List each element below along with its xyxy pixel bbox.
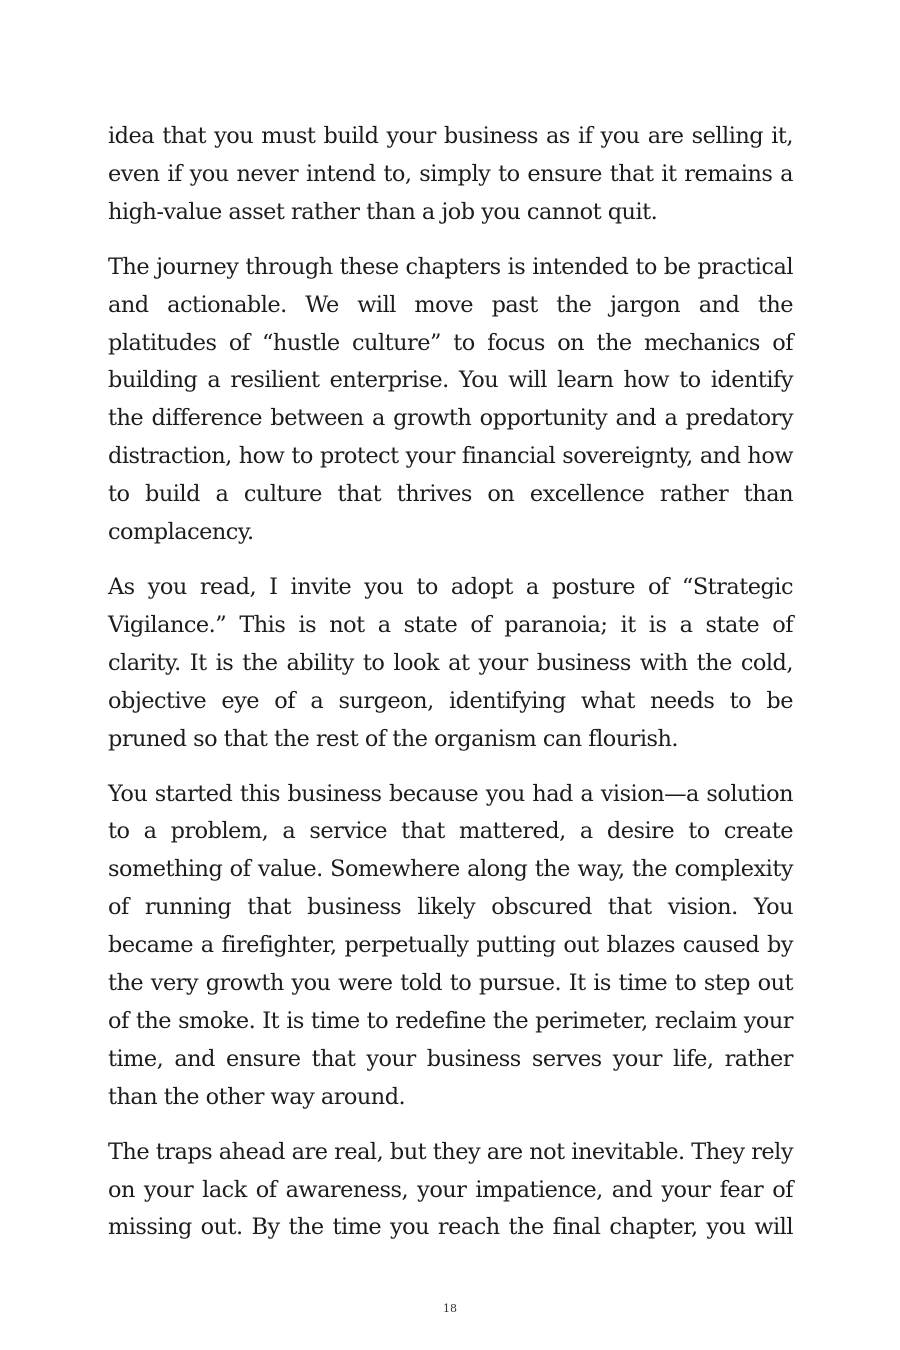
paragraph: The journey through these chapters is intended to be practical and actionable. We will move past the jargon and the platitudes of “hustle culture” to focus on the mechanics of building a resilient enterprise. You will learn how to identify the difference between a growth opportunity and a predatory distraction, how to protect your financial sovereignty, and how to build a culture that thrives on excellence rather than complacency. xyxy=(108,253,793,546)
page-number: 18 xyxy=(443,1302,457,1315)
body-text xyxy=(108,118,793,1264)
paragraph: You started this business because you had a vision—a solution to a problem, a service that mattered, a desire to create something of value. Somewhere along the way, the complexity of running that business likely obscured that vision. You became a firefighter, perpetually putting out blazes caused by the very growth you were told to pursue. It is time to step out of the smoke. It is time to redefine the perimeter, reclaim your time, and ensure that your business serves your life, rather than the other way around. xyxy=(108,780,793,1110)
paragraph: idea that you must build your business as if you are selling it, even if you never intend to, simply to ensure that it remains a high-value asset rather than a job you cannot quit. xyxy=(108,123,793,225)
paragraph: As you read, I invite you to adopt a posture of “Strategic Vigilance.” This is not a state of paranoia; it is a state of clarity. It is the ability to look at your business with the cold, objective eye of a surgeon, identifying what needs to be pruned so that the rest of the organism can flourish. xyxy=(108,573,793,752)
paragraph: The traps ahead are real, but they are not inevitable. They rely on your lack of awareness, your impatience, and your fear of missing out. By the time you reach the final chapter, you will xyxy=(108,1138,793,1241)
